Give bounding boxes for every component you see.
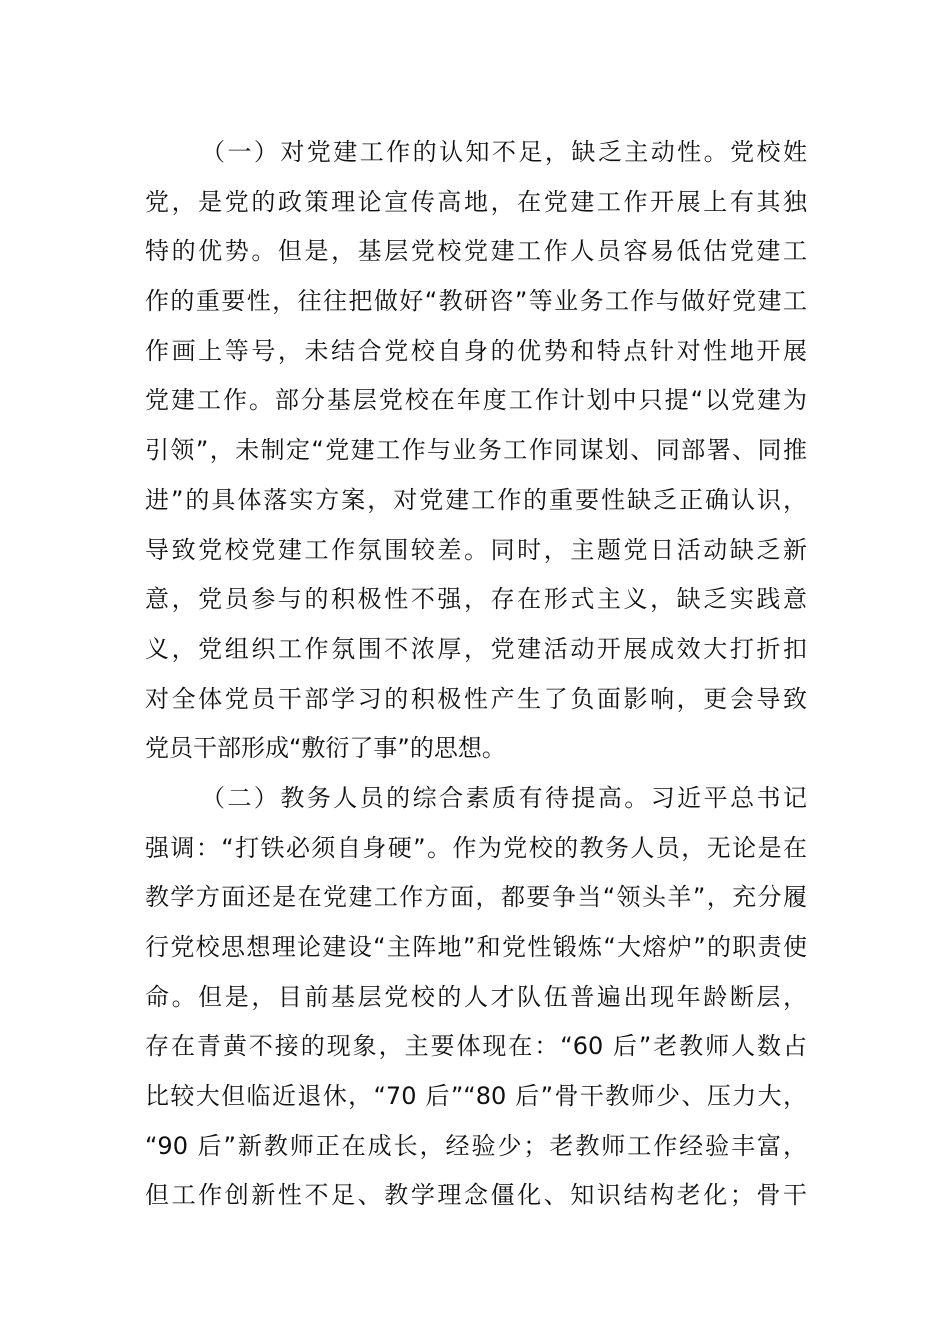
text-line: 作画上等号，未结合党校自身的优势和特点针对性地开展 <box>145 336 807 365</box>
text-line: 导致党校党建工作氛围较差。同时，主题党日活动缺乏新 <box>145 535 807 564</box>
text-line: （二）教务人员的综合素质有待提高。习近平总书记 <box>201 783 807 812</box>
body-text <box>145 128 807 1221</box>
text-line: 作的重要性，往往把做好“教研咨”等业务工作与做好党建工 <box>145 287 807 316</box>
text-line: 特的优势。但是，基层党校党建工作人员容易低估党建工 <box>145 237 807 266</box>
text-line: 党建工作。部分基层党校在年度工作计划中只提“以党建为 <box>145 386 807 415</box>
text-line: 行党校思想理论建设“主阵地”和党性锻炼“大熔炉”的职责使 <box>145 933 807 961</box>
text-line: 对全体党员干部学习的积极性产生了负面影响，更会导致 <box>145 684 807 713</box>
text-line: 存在青黄不接的现象，主要体现在：“60 后”老教师人数占 <box>145 1032 807 1061</box>
text-line: 教学方面还是在党建工作方面，都要争当“领头羊”，充分履 <box>145 883 807 912</box>
text-line: 党员干部形成“敷衍了事”的思想。 <box>145 734 506 763</box>
text-line: 比较大但临近退休，“70 后”“80 后”骨干教师少、压力大， <box>145 1082 807 1111</box>
text-line: 党，是党的政策理论宣传高地，在党建工作开展上有其独 <box>145 187 807 216</box>
paragraph-2 <box>145 774 807 1221</box>
paragraph-1 <box>145 128 807 774</box>
text-line: 意，党员参与的积极性不强，存在形式主义，缺乏实践意 <box>145 585 807 614</box>
text-line: “90 后”新教师正在成长，经验少；老教师工作经验丰富， <box>145 1131 807 1160</box>
text-line: 义，党组织工作氛围不浓厚，党建活动开展成效大打折扣 <box>145 634 807 663</box>
text-line: 进”的具体落实方案，对党建工作的重要性缺乏正确认识， <box>145 485 807 514</box>
text-line: 命。但是，目前基层党校的人才队伍普遍出现年龄断层， <box>145 982 807 1011</box>
text-line: 强调：“打铁必须自身硬”。作为党校的教务人员，无论是在 <box>145 833 807 862</box>
text-line: 引领”，未制定“党建工作与业务工作同谋划、同部署、同推 <box>145 436 807 465</box>
text-line: 但工作创新性不足、教学理念僵化、知识结构老化；骨干 <box>145 1181 807 1210</box>
text-line: （一）对党建工作的认知不足，缺乏主动性。党校姓 <box>201 138 807 166</box>
